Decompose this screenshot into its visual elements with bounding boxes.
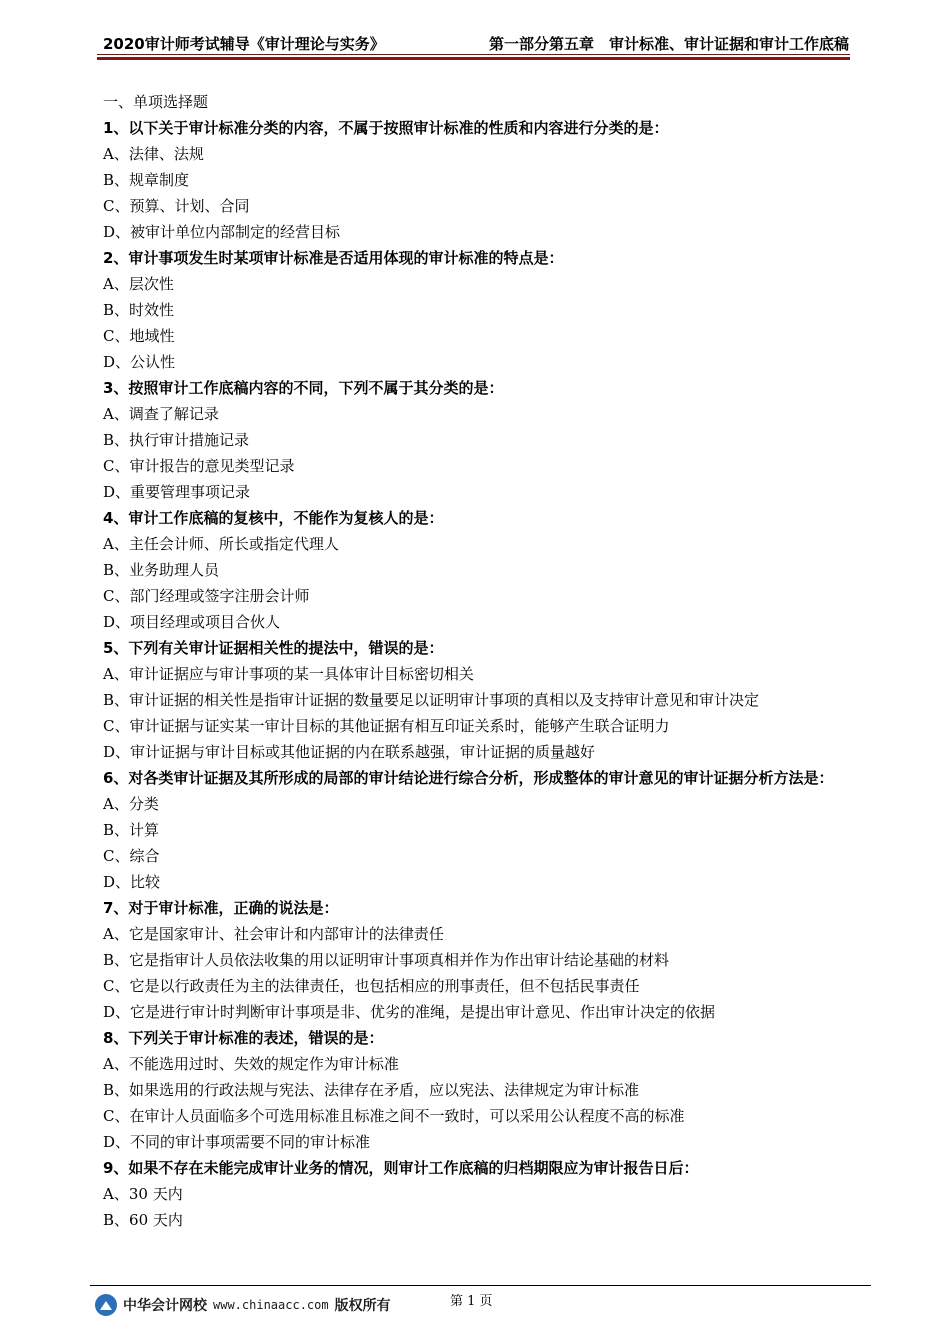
answer-option: D、公认性	[103, 353, 176, 371]
answer-option: A、主任会计师、所长或指定代理人	[103, 535, 339, 553]
answer-option: B、业务助理人员	[103, 561, 220, 579]
answer-option: A、法律、法规	[103, 145, 204, 163]
answer-option: B、执行审计措施记录	[103, 431, 250, 449]
answer-option: B、如果选用的行政法规与宪法、法律存在矛盾，应以宪法、法律规定为审计标准	[103, 1081, 640, 1099]
header-course-title: 2020审计师考试辅导《审计理论与实务》	[103, 35, 385, 53]
answer-option: D、不同的审计事项需要不同的审计标准	[103, 1133, 371, 1151]
answer-option: C、地域性	[103, 327, 175, 345]
question-stem: 6、对各类审计证据及其所形成的局部的审计结论进行综合分析，形成整体的审计意见的审计证据分析方法是：	[103, 769, 834, 787]
answer-option: A、层次性	[103, 275, 174, 293]
question-stem: 1、以下关于审计标准分类的内容，不属于按照审计标准的性质和内容进行分类的是：	[103, 119, 669, 137]
answer-option: A、分类	[103, 795, 159, 813]
brand-logo-icon	[95, 1294, 117, 1316]
footer-brand: 中华会计网校	[123, 1298, 207, 1314]
answer-option: A、调查了解记录	[103, 405, 219, 423]
document-body	[103, 89, 863, 1233]
answer-option: D、重要管理事项记录	[103, 483, 251, 501]
header-chapter-title: 第一部分第五章 审计标准、审计证据和审计工作底稿	[488, 35, 849, 53]
question-stem: 3、按照审计工作底稿内容的不同，下列不属于其分类的是：	[103, 379, 504, 397]
answer-option: A、审计证据应与审计事项的某一具体审计目标密切相关	[103, 665, 474, 683]
answer-option: D、它是进行审计时判断审计事项是非、优劣的准绳，是提出审计意见、作出审计决定的依据	[103, 1003, 716, 1021]
answer-option: C、预算、计划、合同	[103, 197, 250, 215]
footer-rights: 版权所有	[334, 1298, 391, 1314]
answer-option: C、它是以行政责任为主的法律责任，也包括相应的刑事责任，但不包括民事责任	[103, 977, 640, 995]
page-header	[103, 26, 849, 54]
answer-option: D、项目经理或项目合伙人	[103, 613, 281, 631]
answer-option: C、部门经理或签字注册会计师	[103, 587, 310, 605]
answer-option: D、比较	[103, 873, 161, 891]
answer-option: B、时效性	[103, 301, 175, 319]
section-title: 一、单项选择题	[103, 93, 209, 111]
answer-option: B、60 天内	[103, 1211, 183, 1229]
answer-option: A、30 天内	[103, 1185, 183, 1203]
answer-option: B、审计证据的相关性是指审计证据的数量要足以证明审计事项的真相以及支持审计意见和审计决定	[103, 691, 760, 709]
answer-option: C、审计证据与证实某一审计目标的其他证据有相互印证关系时，能够产生联合证明力	[103, 717, 670, 735]
footer-rule	[90, 1285, 871, 1286]
page-number: 第 1 页	[450, 1294, 493, 1309]
question-stem: 4、审计工作底稿的复核中，不能作为复核人的是：	[103, 509, 444, 527]
answer-option: D、审计证据与审计目标或其他证据的内在联系越强，审计证据的质量越好	[103, 743, 596, 761]
question-stem: 7、对于审计标准，正确的说法是：	[103, 899, 339, 917]
answer-option: A、它是国家审计、社会审计和内部审计的法律责任	[103, 925, 444, 943]
answer-option: C、综合	[103, 847, 160, 865]
question-stem: 5、下列有关审计证据相关性的提法中，错误的是：	[103, 639, 444, 657]
header-rule-thick	[97, 57, 850, 60]
header-rule-thin	[97, 54, 850, 55]
answer-option: C、在审计人员面临多个可选用标准且标准之间不一致时，可以采用公认程度不高的标准	[103, 1107, 685, 1125]
question-stem: 2、审计事项发生时某项审计标准是否适用体现的审计标准的特点是：	[103, 249, 564, 267]
question-stem: 9、如果不存在未能完成审计业务的情况，则审计工作底稿的归档期限应为审计报告日后：	[103, 1159, 699, 1177]
answer-option: B、它是指审计人员依法收集的用以证明审计事项真相并作为作出审计结论基础的材料	[103, 951, 670, 969]
answer-option: D、被审计单位内部制定的经营目标	[103, 223, 341, 241]
question-list	[103, 115, 863, 1233]
answer-option: A、不能选用过时、失效的规定作为审计标准	[103, 1055, 399, 1073]
footer-url[interactable]: www.chinaacc.com	[213, 1298, 329, 1312]
answer-option: B、规章制度	[103, 171, 190, 189]
footer-logo	[95, 1294, 391, 1316]
answer-option: C、审计报告的意见类型记录	[103, 457, 295, 475]
question-stem: 8、下列关于审计标准的表述，错误的是：	[103, 1029, 384, 1047]
answer-option: B、计算	[103, 821, 160, 839]
